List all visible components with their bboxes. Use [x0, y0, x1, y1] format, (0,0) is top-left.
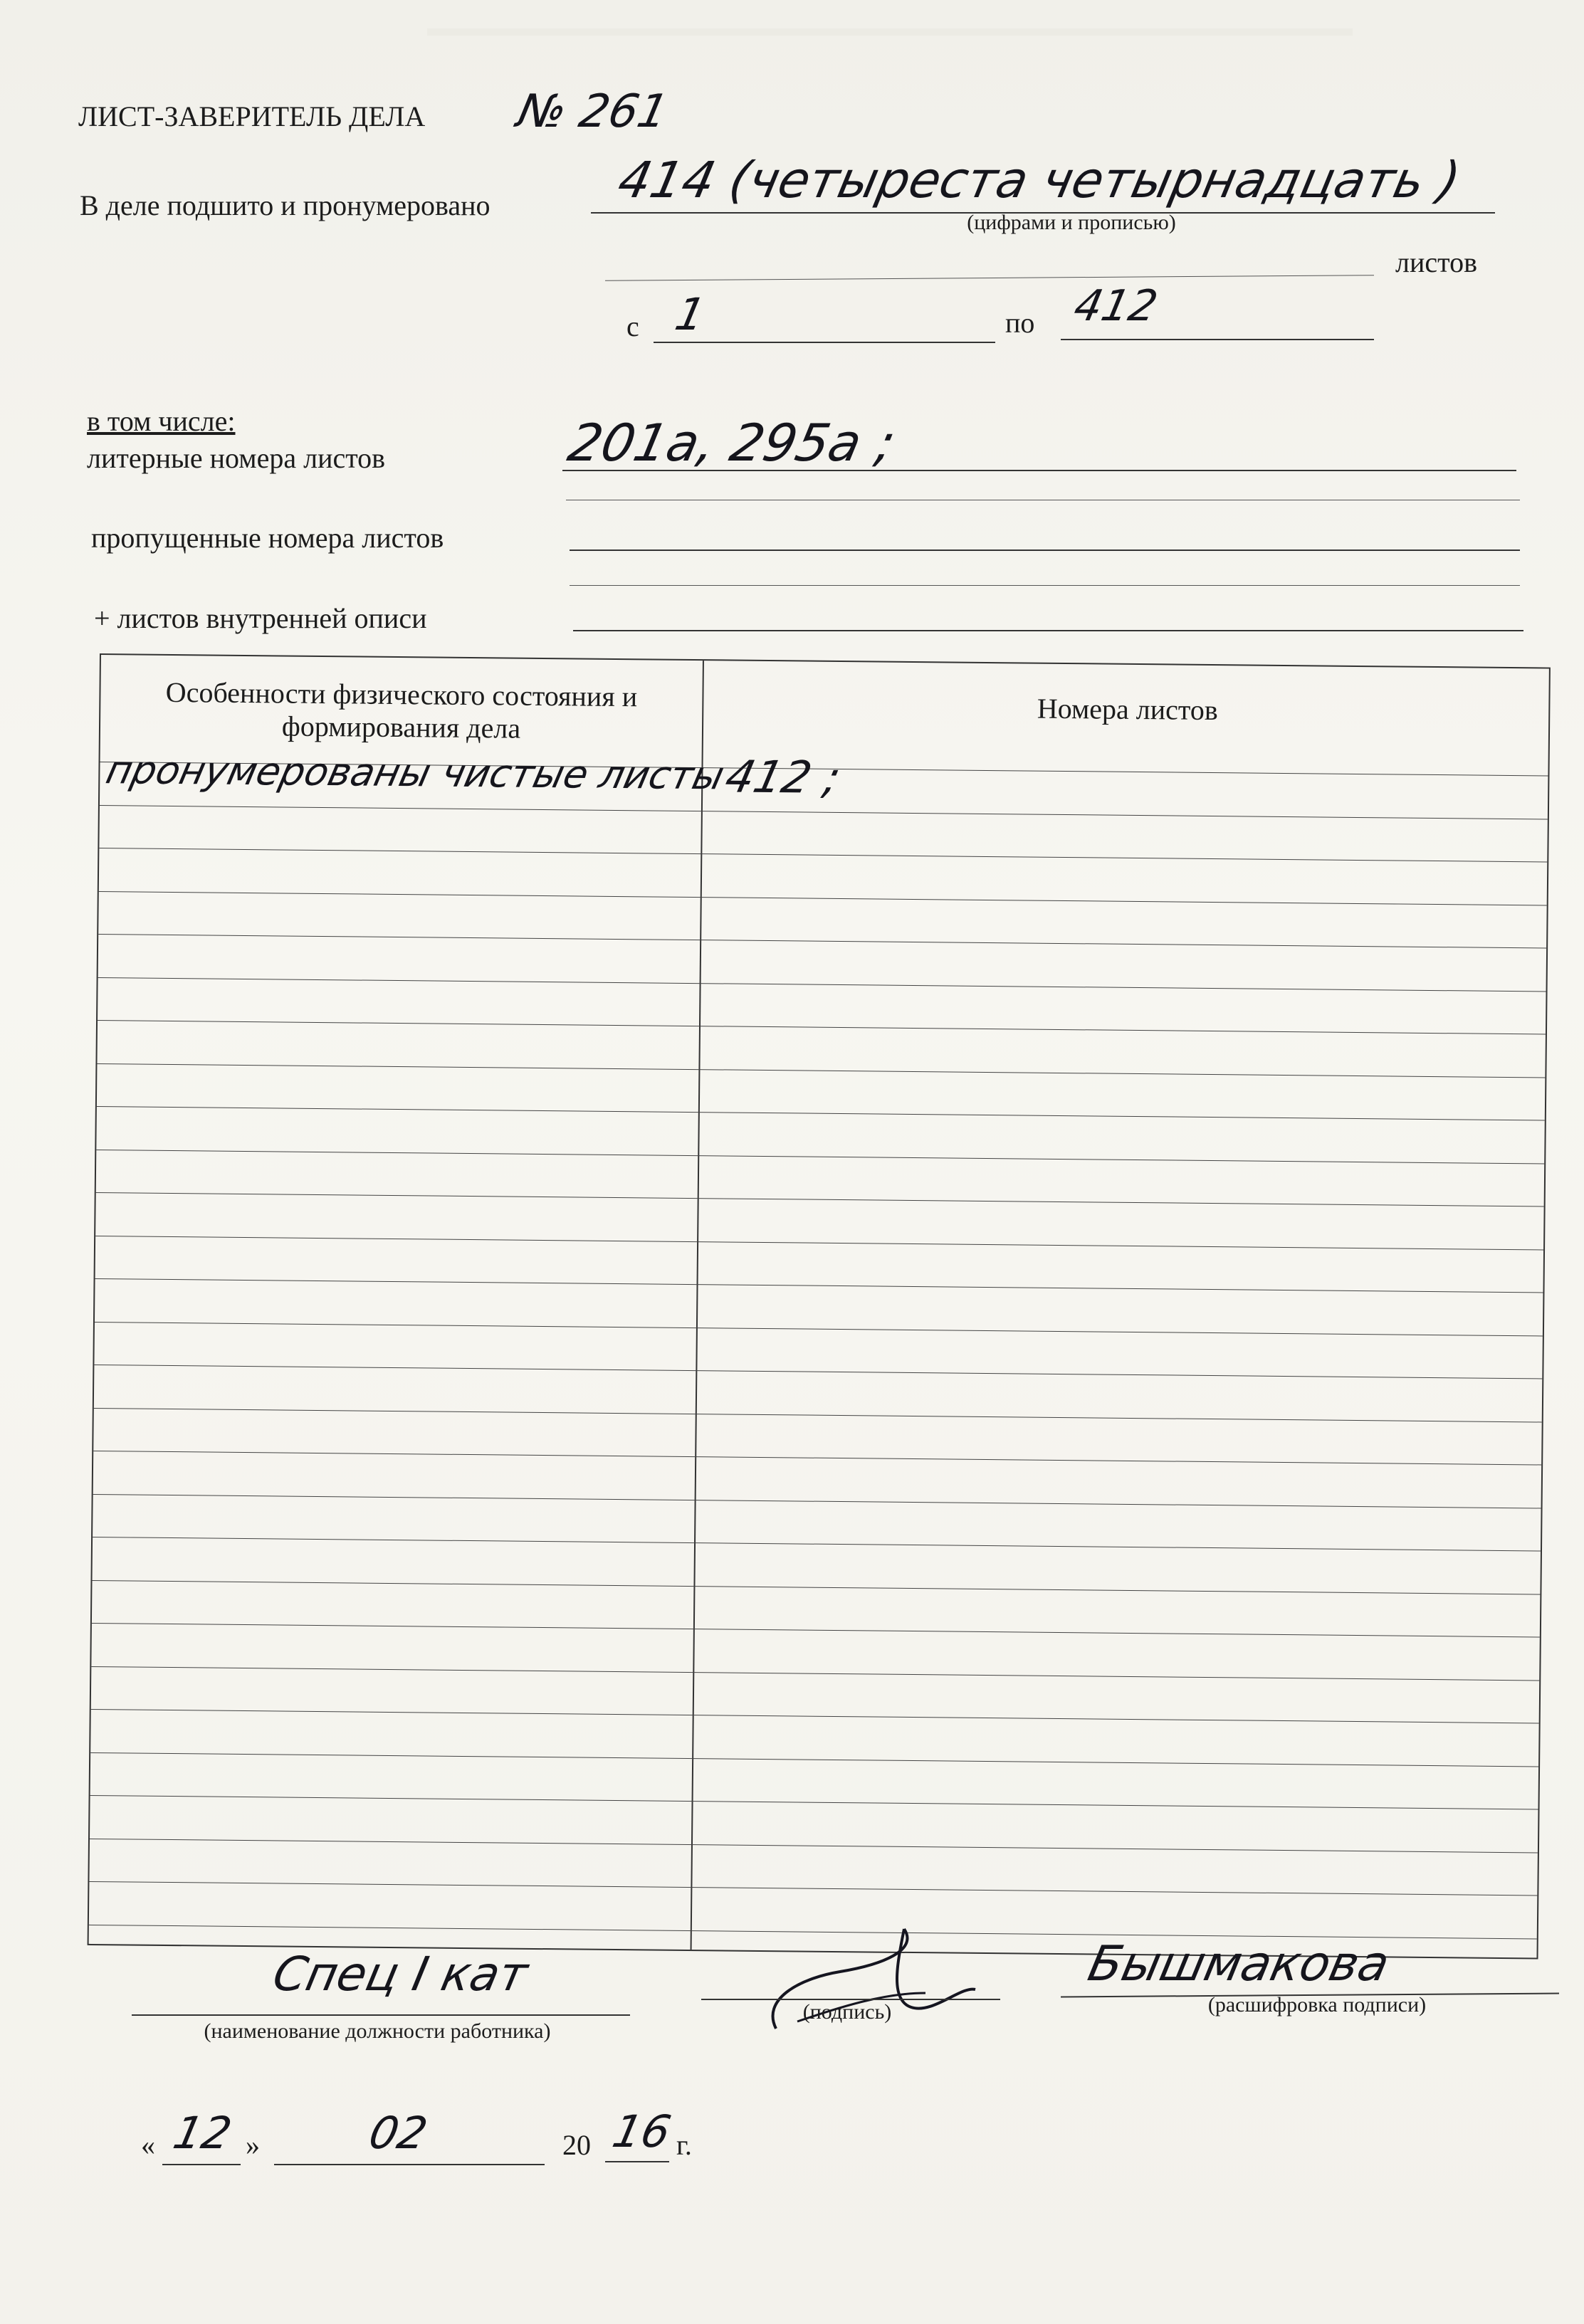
inner-inventory-label: + листов внутренней описи	[94, 602, 427, 634]
signature-caption: (подпись)	[802, 2000, 892, 2024]
date-day: 12	[169, 2107, 236, 2159]
table-rule-line	[95, 1235, 1543, 1250]
to-value: 412	[1069, 281, 1162, 331]
letter-numbers-value: 201а, 295а ;	[563, 413, 901, 473]
date-open-quote: «	[141, 2129, 155, 2161]
case-features-table	[88, 653, 1551, 1959]
date-day-line	[162, 2164, 241, 2165]
table-rule-line	[91, 1666, 1539, 1681]
missing-numbers-label: пропущенные номера листов	[91, 522, 444, 554]
page-title: ЛИСТ-ЗАВЕРИТЕЛЬ ДЕЛА	[78, 100, 426, 132]
missing-numbers-line	[570, 550, 1520, 551]
bleed-through-text	[427, 28, 1353, 57]
table-rule-line	[99, 891, 1547, 906]
table-rule-line	[97, 1106, 1545, 1121]
table-header-sheet-numbers: Номера листов	[1037, 692, 1218, 727]
date-year-line	[605, 2161, 669, 2162]
table-rule-line	[89, 1881, 1537, 1896]
to-label: по	[1005, 307, 1035, 339]
table-rule-line	[98, 1020, 1546, 1035]
table-rule-line	[100, 805, 1548, 820]
sheets-count-value: 414 (четыреста четырнадцать )	[613, 151, 1466, 209]
table-rule-line	[98, 977, 1546, 992]
sheets-count-caption: (цифрами и прописью)	[967, 211, 1176, 234]
table-rule-line	[94, 1365, 1542, 1379]
sheets-label: В деле подшито и пронумеровано	[80, 189, 491, 221]
table-rule-line	[92, 1623, 1540, 1638]
from-line	[654, 342, 995, 343]
table-rule-line	[93, 1493, 1541, 1508]
table-rule-line	[95, 1278, 1543, 1293]
date-month-line	[274, 2164, 545, 2165]
table-rule-line	[99, 848, 1547, 863]
position-value: Спец I кат	[268, 1947, 533, 2002]
missing-numbers-line-2	[570, 585, 1520, 586]
case-number: № 261	[513, 85, 673, 138]
table-rule-line	[98, 934, 1546, 949]
date-year-suffix: 16	[608, 2105, 676, 2157]
table-header-features: Особенности физического состояния и формирования дела	[165, 675, 638, 745]
including-heading: в том числе:	[87, 405, 236, 437]
table-row-feature: пронумерованы чистые листы	[102, 747, 729, 799]
name-value: Бышмакова	[1083, 1936, 1395, 1992]
to-line	[1061, 339, 1374, 340]
inner-inventory-line	[573, 630, 1523, 631]
signature-mark	[755, 1922, 982, 2050]
table-rule-line	[91, 1709, 1539, 1724]
from-label: с	[626, 310, 639, 342]
table-rule-line	[96, 1149, 1544, 1164]
table-rule-line	[94, 1407, 1542, 1422]
date-year-mark: г.	[676, 2129, 692, 2161]
table-rule-line	[90, 1795, 1538, 1810]
date-year-prefix: 20	[562, 2129, 591, 2161]
table-rule-line	[92, 1579, 1540, 1594]
table-rule-line	[95, 1321, 1543, 1336]
table-rule-line	[90, 1838, 1538, 1853]
date-close-quote: »	[246, 2129, 260, 2161]
letter-numbers-label: литерные номера листов	[87, 442, 386, 474]
date-month: 02	[364, 2107, 432, 2159]
position-caption: (наименование должности работника)	[204, 2019, 551, 2043]
table-row-sheets: 412 ;	[720, 750, 846, 804]
sheets-unit: листов	[1395, 246, 1477, 278]
name-caption: (расшифровка подписи)	[1207, 1993, 1427, 2017]
table-rule-line	[97, 1063, 1545, 1078]
table-rule-line	[93, 1537, 1541, 1552]
table-rule-line	[90, 1752, 1538, 1767]
table-rule-line	[93, 1451, 1541, 1466]
from-value: 1	[671, 288, 710, 340]
table-rule-line	[96, 1192, 1544, 1207]
